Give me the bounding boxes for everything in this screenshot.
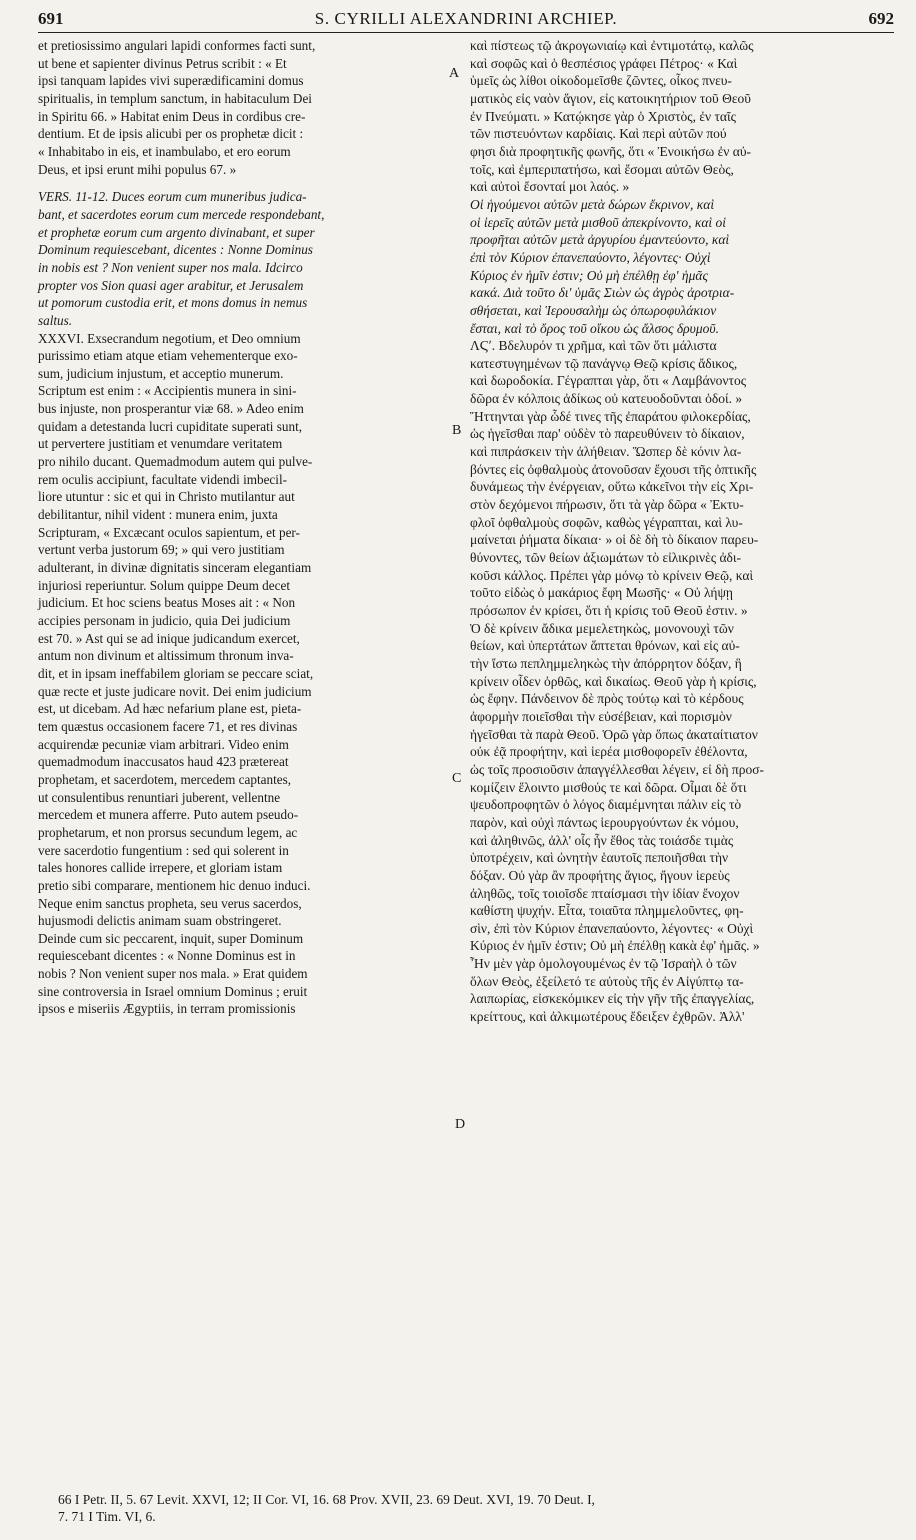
margin-letter-b: B <box>452 423 462 438</box>
page-number-right: 692 <box>868 9 894 28</box>
latin-paragraph-1: et pretiosissimo angulari lapidi conformes facti sunt, ut bene et sapienter divinus Petrus scribit : « Et ipsi tanquam lapides vivi superædificamini domus spiritualis, in templum sanctum, in habitaculum Dei in Spiritu 66. » Habitat enim Deus in cordibus cre- dentium. Et de ipsis alicubi per os prophetæ dicit : « Inhabitabo in eis, et inambulabo, et ero eorum Deus, et ipsi erunt mihi populus 67. » <box>38 38 316 177</box>
running-title: S. CYRILLI ALEXANDRINI ARCHIEP. <box>314 9 618 28</box>
page-number-left: 691 <box>38 9 64 28</box>
latin-verse-paragraph: VERS. 11-12. Duces eorum cum muneribus judica- bant, et sacerdotes eorum cum mercede respondebant, et prophetæ eorum cum argento divinabant, et super Dominum requiescebant, dicentes : Nonne Dominus in nobis est ? Non venient super nos mala. Idcirco propter vos Sion quasi ager arabitur, et Jerusalem ut pomorum custodia erit, et mons domus in nemus saltus. <box>38 189 325 328</box>
margin-letter-d: D <box>455 1117 466 1132</box>
greek-paragraph-1: καὶ πίστεως τῷ ἀκρογωνιαίῳ καὶ ἐντιμοτάτῳ, καλῶς καὶ σοφῶς καὶ ὁ θεσπέσιος γράφει Πέτρος· « Καὶ ὑμεῖς ὡς λίθοι οἰκοδομεῖσθε ζῶντες, οἶκος πνευ- ματικὸς εἰς ναὸν ἅγιον, εἰς κατοικητήριον τοῦ Θεοῦ ἐν Πνεύματι. » Κατῴκησε γὰρ ὁ Χριστὸς, ἐν ταῖς τῶν πιστευόντων καρδίαις. Καὶ περὶ αὐτῶν πού φησι διὰ προφητικῆς φωνῆς, ὅτι « Ἐνοικήσω ἐν αὐ- τοῖς, καὶ ἐμπεριπατήσω, καὶ ἔσομαι αὐτῶν Θεὸς, καὶ αὐτοὶ ἔσονταί μοι λαός. » <box>470 38 754 195</box>
greek-column <box>470 37 888 1026</box>
latin-paragraph-3: XXXVI. Exsecrandum negotium, et Deo omnium purissimo etiam atque etiam vehementerque exo- sum, judicium injustum, et acceptio munerum. Scriptum est enim : « Accipientis munera in sini- bus injuste, non prosperantur viæ 68. » Adeo enim quidam a detestanda lucri cupiditate superati sunt, ut pervertere justitiam et venumdare veritatem pro nihilo ducant. Quemadmodum autem qui pulve- rem oculis accipiunt, facultate videndi imbecil- liore utuntur : sic et qui in Christo mutilantur aut debilitantur, nihil vident : munera enim, juxta Scripturam, « Excæcant oculos sapientum, et per- vertunt verba justorum 69; » qui vero justitiam adulterant, in divinæ dignitatis sinceram elegantiam injuriosi reperiuntur. Solum quippe Deum decet judicium. Et hoc sciens beatus Moses ait : « Non accipies personam in judicio, quia Dei judicium est 70. » Ast qui se ad inique judicandum exercet, antum non divinum et altissimum thronum inva- dit, et in ipsam ineffabilem gloriam se peccare sciat, quæ recte et juste judicare novit. Dei enim judicium est, ut dicebam. Ad hæc nefarium plane est, pieta- tem quæstus occasionem facere 71, et res divinas acquirendæ pecuniæ viam arbitrari. Video enim quemadmodum inaccusatos haud 423 prætereat prophetam, et sacerdotem, mercedem captantes, ut consulentibus renuntiari juberent, vellentne mercedem et munera afferre. Puto autem pseudo- prophetarum, et non prorsus secundum legem, ac vere sacerdotio fungentium : sed qui solerent in tales honores callide irrepere, et gloriam istam pretio sibi comparare, mentionem hic denuo induci. Neque enim sanctus propheta, seu verus sacerdos, hujusmodi delictis animam suam obstringeret. Deinde cum sic peccarent, inquit, super Dominum requiescebant dicentes : « Nonne Dominus est in nobis ? Non venient super nos mala. » Erat quidem sine controversia in Israel omnium Dominus ; eruit ipsos e miseriis Ægyptiis, in terram promissionis <box>38 330 314 1017</box>
page-header <box>38 6 894 33</box>
latin-column <box>38 37 444 1018</box>
footnotes: 66 I Petr. II, 5. 67 Levit. XXVI, 12; II Cor. VI, 16. 68 Prov. XVII, 23. 69 Deut. XVI, 19. 70 Deut. I, 7. 71 I Tim. VI, 6. <box>58 1492 595 1524</box>
margin-letter-c: C <box>452 771 462 786</box>
greek-verse-paragraph: Οἱ ἡγούμενοι αὐτῶν μετὰ δώρων ἔκρινον, καὶ οἱ ἱερεῖς αὐτῶν μετὰ μισθοῦ ἀπεκρίνοντο, καὶ οἱ προφῆται αὐτῶν μετὰ ἀργυρίου ἐμαντεύοντο, καὶ ἐπὶ τὸν Κύριον ἐπανεπαύοντο, λέγοντες· Οὐχὶ Κύριος ἐν ἡμῖν ἐστιν; Οὐ μὴ ἐπέλθῃ ἐφ' ἡμᾶς κακά. Διὰ τοῦτο δι' ὑμᾶς Σιὼν ὡς ἀγρὸς ἀροτρια- σθήσεται, καὶ Ἱερουσαλὴμ ὡς ὀπωροφυλάκιον ἔσται, καὶ τὸ ὄρος τοῦ οἴκου ὡς ἄλσος δρυμοῦ. <box>470 196 735 336</box>
margin-letter-a: A <box>449 66 460 81</box>
greek-paragraph-3: ΛϚʹ. Βδελυρόν τι χρῆμα, καὶ τῶν ὅτι μάλιστα κατεστυγημένων τῷ πανάγνῳ Θεῷ κρίσις ἄδικος, καὶ δωροδοκία. Γέγραπται γὰρ, ὅτι « Λαμβάνοντος δῶρα ἐν κόλποις ἀδίκως οὐ κατευοδοῦνται ὁδοί. » Ἥττηνται γὰρ ὧδέ τινες τῆς ἐπαράτου φιλοκερδίας, ὡς ἡγεῖσθαι παρ' οὐδὲν τὸ παρευθύνειν τὸ δίκαιον, καὶ πιπράσκειν τὴν ἀλήθειαν. Ὥσπερ δὲ κόνιν λα- βόντες εἰς ὀφθαλμοὺς ἀτονοῦσαν ἔχουσι τῆς ὀπτικῆς δυνάμεως τὴν ἐνέργειαν, οὕτω κἀκεῖνοι τὴν εἰς Χρι- στὸν δεχόμενοι πήρωσιν, ὅτι τὰ γὰρ δῶρα « Ἐκτυ- φλοῖ ὀφθαλμοὺς σοφῶν, καθὼς γέγραπται, καὶ λυ- μαίνεται ῥήματα δίκαια· » οἱ δὲ δὴ τὸ δίκαιον παρευ- θύνοντες, τῶν θείων ἀξιωμάτων τὸ εἰλικρινὲς ἀδι- κοῦσι κάλλος. Πρέπει γὰρ μόνῳ τὸ κρίνειν Θεῷ, καὶ τοῦτο εἰδὼς ὁ μακάριος ἔφη Μωσῆς· « Οὐ λήψῃ πρόσωπον ἐν κρίσει, ὅτι ἡ κρίσις τοῦ Θεοῦ ἐστιν. » Ὁ δὲ κρίνειν ἄδικα μεμελετηκὼς, μονονουχὶ τῶν θείων, καὶ ὑπερτάτων ἅπτεται θρόνων, καὶ εἰς αὐ- τὴν ἴστω πεπλημμεληκὼς τὴν ἀπόρρητον δόξαν, ἣ κρίνειν οἶδεν ὀρθῶς, καὶ δικαίως. Θεοῦ γὰρ ἡ κρίσις, ὡς ἔφην. Πάνδεινον δὲ πρὸς τούτῳ καὶ τὸ κέρδους ἀφορμὴν ποιεῖσθαι τὴν εὐσέβειαν, καὶ πορισμὸν ἡγεῖσθαι τὰ παρὰ Θεοῦ. Ὁρῶ γὰρ ὅπως ἀκαταίτιατον οὐκ ἐᾷ προφήτην, καὶ ἱερέα μισθοφορεῖν ἐθέλοντα, ὡς τοῖς προσιοῦσιν ἀπαγγέλλεσθαι λέγειν, εἰ δὴ προσ- κομίζειν ἕλοιντο μισθούς τε καὶ δῶρα. Οἶμαι δὲ ὅτι ψευδοπροφητῶν ὁ λόγος διαμέμνηται πάλιν εἰς τὸ παρὸν, καὶ οὐχὶ πάντως ἱερουργούντων ἐκ νόμου, καὶ ἀληθινῶς, ἀλλ' οἷς ἦν ἔθος τὰς τοιάσδε τιμὰς ὑποτρέχειν, καὶ ὠνητὴν ἑαυτοῖς πεποιῆσθαι τὴν δόξαν. Οὐ γὰρ ἂν προφήτης ἅγιος, ἤγουν ἱερεὺς ἀληθῶς, τοῖς τοιοῖσδε πταίσμασι τὴν ἰδίαν ἔνοχον καθίστη ψυχήν. Εἶτα, τοιαῦτα πλημμελοῦντες, φη- σὶν, ἐπὶ τὸν Κύριον ἐπανεπαύοντο, λέγοντες· « Οὐχὶ Κύριος ἐν ἡμῖν ἐστιν; Οὐ μὴ ἐπέλθῃ κακὰ ἐφ' ἡμᾶς. » Ἦν μὲν γὰρ ὁμολογουμένως ἐν τῷ Ἰσραὴλ ὁ τῶν ὅλων Θεὸς, ἐξείλετό τε αὐτοὺς τῆς ἐν Αἰγύπτῳ τα- λαιπωρίας, εἰσκεκόμικεν εἰς τὴν γῆν τῆς ἐπαγγελίας, κρείττους, καὶ ἀλκιμωτέρους ἔδειξεν ἐχθρῶν. Ἀλλ' <box>470 338 764 1025</box>
